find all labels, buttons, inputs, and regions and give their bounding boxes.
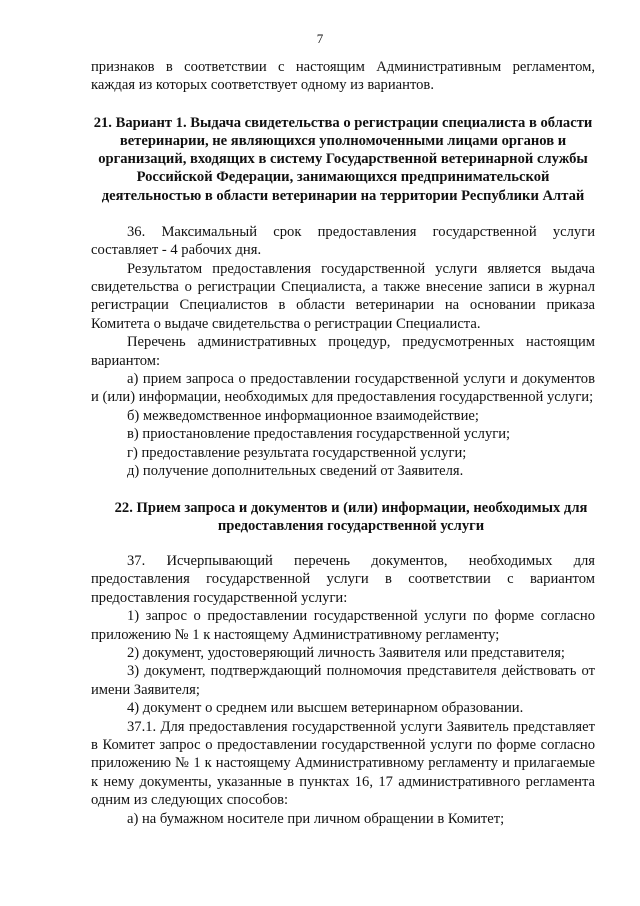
result-paragraph: Результатом предоставления государственной услуги является выдача свидетельства о регистрации Специалиста, а также внесение записи в журнал регистрации Специалистов в области ветеринарии на основании приказа Комитета о выдаче свидетельства о регистрации Специалиста.: [91, 260, 595, 332]
paragraph-36: 36. Максимальный срок предоставления государственной услуги составляет - 4 рабочих дня.: [91, 223, 595, 259]
list-item: а) на бумажном носителе при личном обращении в Комитет;: [127, 810, 505, 827]
list-item: в) приостановление предоставления государственной услуги;: [127, 426, 511, 443]
list-item: б) межведомственное информационное взаимодействие;: [127, 407, 479, 424]
page-number: 7: [316, 31, 324, 46]
list-item: г) предоставление результата государственной услуги;: [127, 444, 467, 461]
section-21-heading: 21. Вариант 1. Выдача свидетельства о регистрации специалиста в области ветеринарии, не являющихся уполномоченными лицами органов и организаций, входящих в систему Государственной ветеринарной службы Российской Федерации, занимающихся предпринимательской деятельностью в области ветеринарии на территории Республики Алтай: [93, 114, 593, 204]
list-item: 1) запрос о предоставлении государственной услуги по форме согласно приложению № 1 к настоящему Административному регламенту;: [91, 608, 595, 643]
paragraph-37-1: 37.1. Для предоставления государственной услуги Заявитель представляет в Комитет запрос о предоставлении государственной услуги по форме согласно приложению № 1 к настоящему Административному регламенту и прилагаемые к нему документы, указанные в пунктах 16, 17 административного регламента одним из следующих способов:: [91, 718, 595, 809]
list-item: 4) документ о среднем или высшем ветеринарном образовании.: [127, 700, 524, 717]
intro-paragraph: признаков в соответствии с настоящим Административным регламентом, каждая из которых соответствует одному из вариантов.: [91, 59, 595, 94]
list-item: 2) документ, удостоверяющий личность Заявителя или представителя;: [127, 644, 565, 661]
paragraph-37: 37. Исчерпывающий перечень документов, необходимых для предоставления государственной услуги в соответствии с вариантом предоставления государственной услуги:: [91, 552, 595, 606]
document-body: [91, 58, 595, 828]
list-item: д) получение дополнительных сведений от Заявителя.: [127, 463, 464, 480]
list-item: 3) документ, подтверждающий полномочия представителя действовать от имени Заявителя;: [91, 663, 595, 698]
procedures-paragraph: Перечень административных процедур, предусмотренных настоящим вариантом:: [91, 334, 595, 369]
section-22-heading: 22. Прием запроса и документов и (или) информации, необходимых для предоставления государственной услуги: [114, 499, 588, 534]
list-item: а) прием запроса о предоставлении государственной услуги и документов и (или) информации, необходимых для предоставления государственной услуги;: [91, 371, 595, 406]
